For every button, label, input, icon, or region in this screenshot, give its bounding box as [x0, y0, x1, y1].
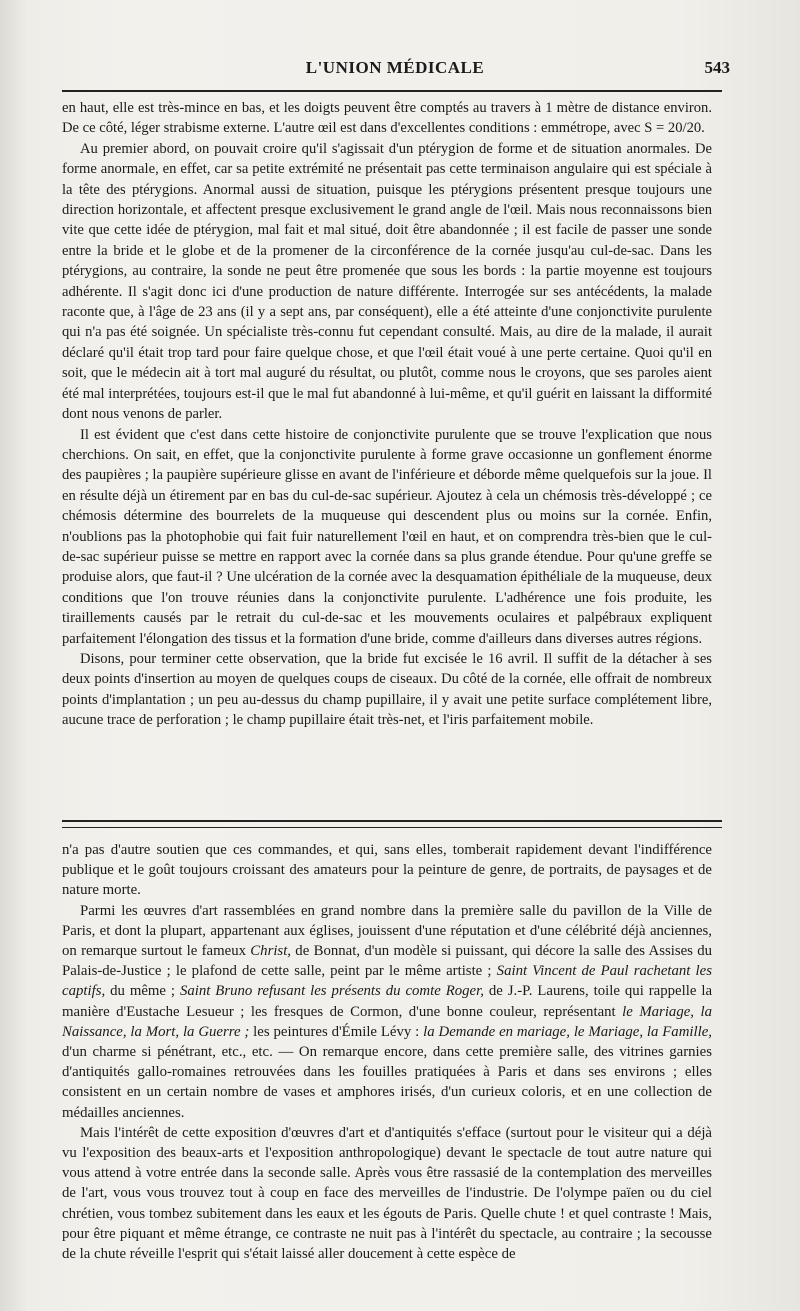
page-header	[60, 58, 730, 84]
article-paragraph: en haut, elle est très-mince en bas, et les doigts peuvent être comptés au travers à 1 mètre de distance environ. De ce côté, léger strabisme externe. L'autre œil est dans d'excellentes conditions : emmétrope, avec S = 20/20.	[62, 100, 712, 137]
text-run: les peintures d'Émile Lévy :	[249, 1023, 424, 1040]
article-paragraph: Disons, pour terminer cette observation, que la bride fut excisée le 16 avril. Il suffit de la détacher à ses deux points d'insertion au moyen de quelques coups de ciseaux. Du côté de la cornée, elle offrait de nombreux points d'implantation ; un peu au-dessus du champ pupillaire, il y avait une petite surface complétement libre, aucune trace de perforation ; le champ pupillaire était très-net, et l'iris parfaitement mobile.	[62, 650, 712, 729]
text-run: de Bonnat, d'un modèle si puissant, qui décore la salle des Assises du Palais-de-Justice ; le plafond de cette salle, peint par le même artiste ;	[62, 943, 712, 980]
feuilleton-paragraph: n'a pas d'autre soutien que ces commandes, et qui, sans elles, tomberait rapidement devant l'indifférence publique et le goût toujours croissant des amateurs pour la peinture de genre, de portraits, de paysages et de nature morte.	[62, 842, 712, 899]
text-run: du même ;	[105, 983, 180, 1000]
article-body	[62, 98, 712, 731]
artwork-title: le Mariage, la Naissance, la Mort, la Guerre ;	[62, 1003, 712, 1040]
text-run: Parmi les œuvres d'art rassemblées en grand nombre dans la première salle du pavillon de la Ville de Paris, et dont la plupart, appartenant aux églises, jouissent d'une réputation et d'une célébrité déjà anciennes, on remarque surtout le fameux	[62, 902, 712, 960]
artwork-title: Saint Bruno refusant les présents du comte Roger,	[179, 983, 484, 1000]
header-rule	[62, 90, 722, 92]
artwork-title: la Demande en mariage, le Mariage, la Famille,	[423, 1023, 712, 1040]
text-run: d'un charme si pénétrant, etc., etc. — On remarque encore, dans cette première salle, des vitrines garnies d'antiquités gallo-romaines retrouvées dans les fouilles pratiquées à Paris et dans ses environs ; elles consistent en un certain nombre de vases et amphores irisés, d'un curieux coloris, et en une collection de médailles anciennes.	[62, 1044, 712, 1121]
page-number: 543	[704, 58, 730, 77]
feuilleton-paragraph	[62, 901, 712, 1123]
feuilleton-body	[62, 840, 712, 1264]
text-run: de J.-P. Laurens, toile qui rappelle la manière d'Eustache Lesueur ; les fresques de Cormon, d'une bonne couleur, représentant	[62, 983, 713, 1020]
running-title: L'UNION MÉDICALE	[305, 58, 485, 77]
feuilleton-separator	[62, 820, 722, 828]
artwork-title: Saint Vincent de Paul rachetant les captifs,	[62, 963, 712, 1000]
article-paragraph: Il est évident que c'est dans cette histoire de conjonctivite purulente que se trouve l'explication que nous cherchions. On sait, en effet, que la conjonctivite purulente à forme grave occasionne un gonflement énorme des paupières ; la paupière supérieure glisse en avant de l'inférieure et déborde même quelquefois sur la joue. Il en résulte déjà un étirement par en bas du cul-de-sac supérieur. Ajoutez à cela un chémosis très-développé ; ce chémosis détermine des bourrelets de la muqueuse qui descendent plus ou moins sur la cornée. Enfin, n'oublions pas la photophobie qui fait fuir naturellement l'œil en haut, et on comprendra très-bien que le cul-de-sac supérieur puisse se mettre en rapport avec la cornée dans sa plus grande étendue. Pour qu'une greffe se produise alors, que faut-il ? Une ulcération de la cornée avec la desquamation épithéliale de la muqueuse, deux conditions que l'on trouve réunies dans la conjonctivite purulente. L'adhérence une fois produite, les tiraillements causés par le retrait du cul-de-sac et les mouvements oculaires et palpébraux expliquent parfaitement l'élongation des tissus et la formation d'une bride, comme d'ailleurs dans diverses autres régions.	[62, 426, 712, 647]
artwork-title: Christ,	[250, 943, 292, 960]
article-paragraph: Au premier abord, on pouvait croire qu'il s'agissait d'un ptérygion de forme et de situation anormales. De forme anormale, en effet, car sa petite extrémité ne présentait pas cette terminaison angulaire qui est spéciale à la tête des ptérygions. Anormal aussi de situation, puisque les ptérygions présentent presque toujours une direction horizontale, et affectent presque exclusivement le grand angle de l'œil. Mais nous reconnaissons bien vite que cette idée de ptérygion, mal fait et mal situé, doit être abandonnée ; il est facile de passer une sonde entre la bride et le globe et de la promener de la circonférence de la cornée jusqu'au cul-de-sac. Dans les ptérygions, au contraire, la sonde ne peut être promenée que sous les bords : la partie moyenne est toujours adhérente. Il s'agit donc ici d'une production de nature différente. Interrogée sur ses antécédents, la malade raconte que, à l'âge de 23 ans (il y a sept ans, par conséquent), elle a été atteinte d'une conjonctivite purulente qui n'a pas été soignée. Un spécialiste très-connu fut cependant consulté. Mais, au dire de la malade, il aurait déclaré qu'il était trop tard pour faire quelque chose, et que l'œil était voué à une perte certaine. Quoi qu'il en soit, que le médecin ait à tort mal auguré du résultat, ou plutôt, comme nous le croyons, que ses paroles aient été mal interprétées, toujours est-il que le mal fut abandonné à lui-même, et qu'il guérit en laissant la difformité dont nous venons de parler.	[62, 140, 712, 423]
feuilleton-paragraph: Mais l'intérêt de cette exposition d'œuvres d'art et d'antiquités s'efface (surtout pour le visiteur qui a déjà vu l'exposition des beaux-arts et l'exposition anthropologique) devant le spectacle de tout autre nature qui vous attend à votre entrée dans la seconde salle. Après vous être rassasié de la contemplation des merveilles de l'art, vous vous trouvez tout à coup en face des merveilles de l'industrie. De l'olympe païen ou du ciel chrétien, vous tombez subitement dans les eaux et les égouts de Paris. Quelle chute ! et quel contraste ! Mais, pour être piquant et même étrange, ce contraste ne nuit pas à l'intérêt du spectacle, au contraire ; la secousse de la chute réveille l'esprit qui s'était laissé aller doucement à cette espèce de	[62, 1124, 712, 1263]
